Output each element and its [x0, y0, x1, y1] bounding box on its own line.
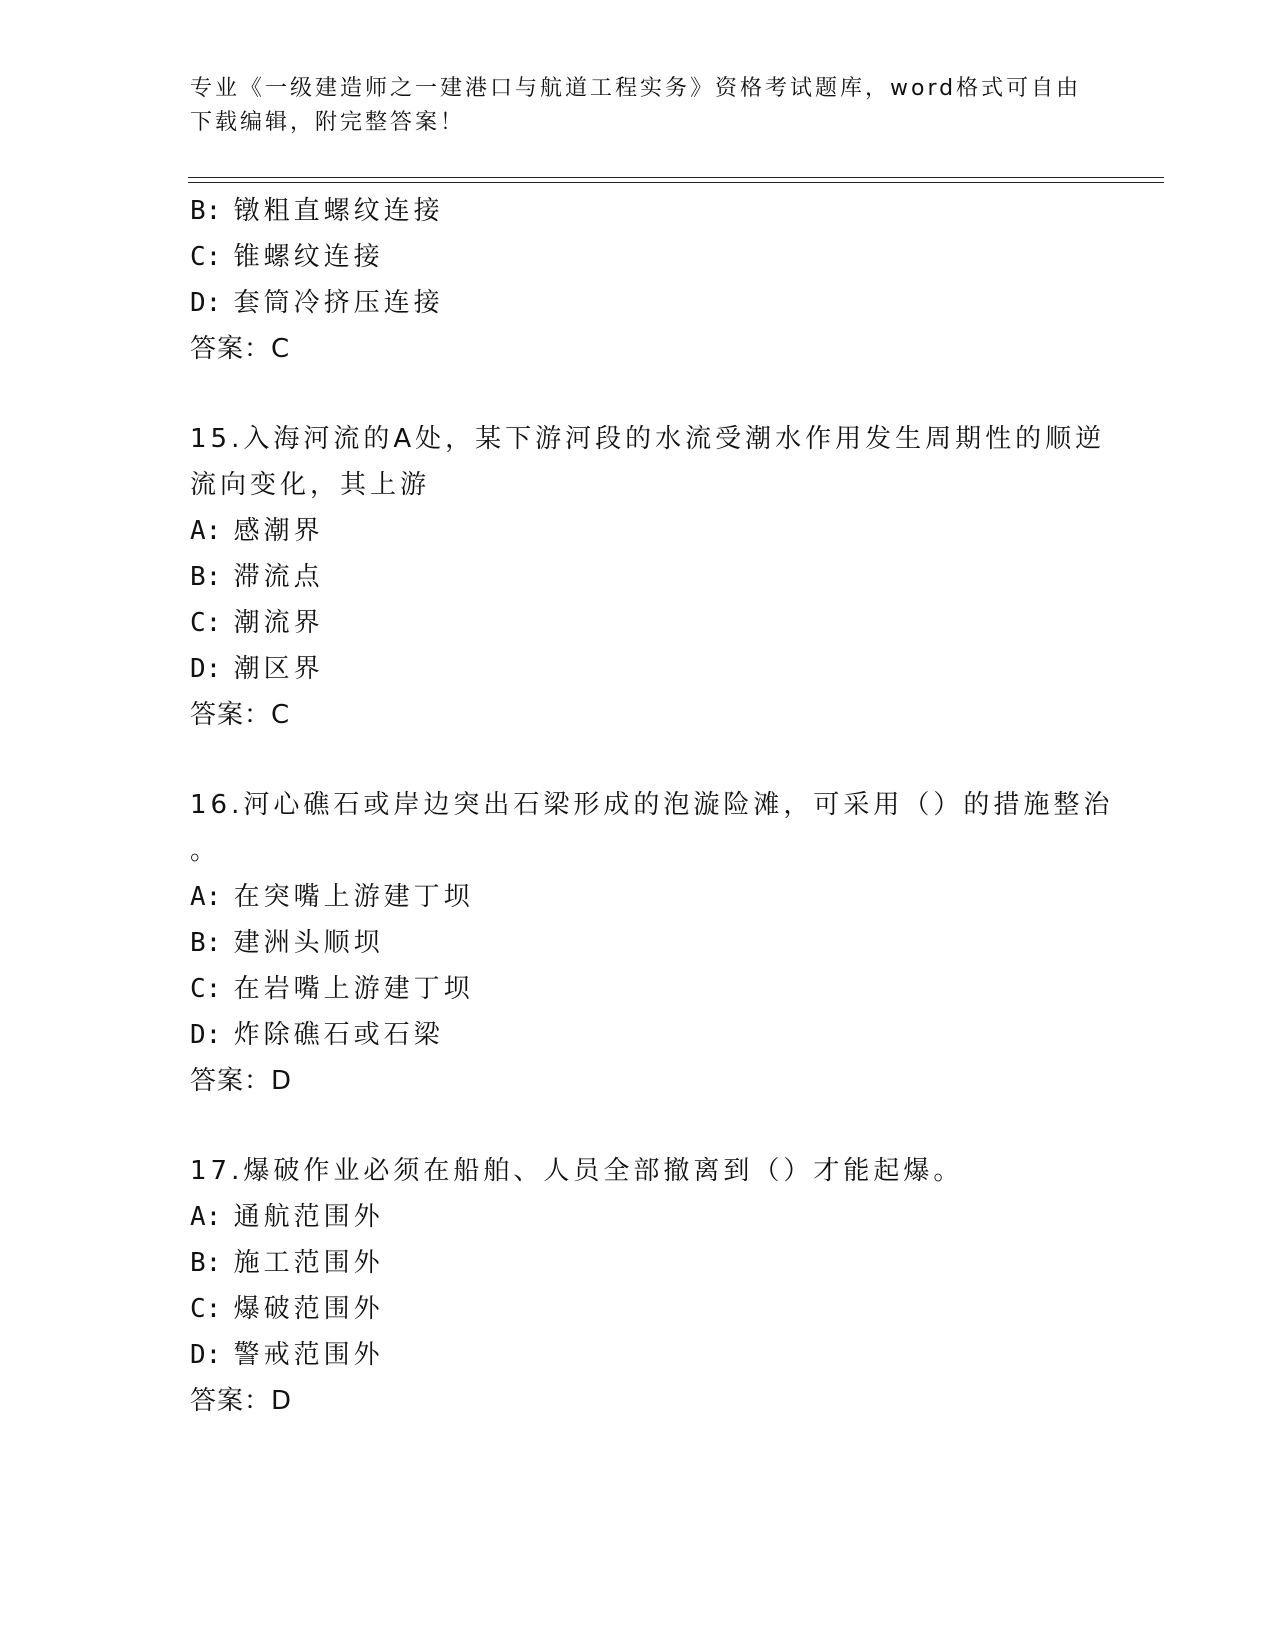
question-stem: 17.爆破作业必须在船舶、人员全部撤离到（）才能起爆。: [190, 1156, 964, 1186]
option-text: 镦粗直螺纹连接: [233, 196, 444, 226]
question-stem: 15.入海河流的A处，某下游河段的水流受潮水作用发生周期性的顺逆: [190, 424, 1106, 454]
option-letter: B:: [190, 928, 222, 958]
option-text: 感潮界: [233, 516, 324, 546]
option-c: [190, 1286, 1090, 1332]
option-c: [190, 234, 1090, 280]
header-line-2: 下载编辑，附完整答案！: [190, 110, 466, 135]
question-15: [190, 416, 1106, 738]
option-text: 通航范围外: [233, 1202, 384, 1232]
option-text: 施工范围外: [233, 1248, 384, 1278]
option-letter: D:: [190, 288, 222, 318]
option-text: 在突嘴上游建丁坝: [233, 882, 474, 912]
option-text: 锥螺纹连接: [233, 242, 384, 272]
document-header: [190, 72, 1090, 140]
option-b: [190, 188, 1090, 234]
option-text: 潮流界: [233, 608, 324, 638]
question-16: [190, 782, 1114, 1104]
option-b: [190, 920, 1090, 966]
option-letter: C:: [190, 974, 222, 1004]
option-text: 潮区界: [233, 654, 324, 684]
option-letter: D:: [190, 1340, 222, 1370]
option-text: 套筒冷挤压连接: [233, 288, 444, 318]
option-letter: B:: [190, 562, 222, 592]
question-14: [190, 188, 1090, 372]
question-stem: 16.河心礁石或岸边突出石梁形成的泡漩险滩，可采用（）的措施整治: [190, 790, 1114, 820]
option-text: 滞流点: [233, 562, 324, 592]
spacer: [190, 1104, 1090, 1148]
option-b: [190, 554, 1090, 600]
option-a: [190, 874, 1090, 920]
option-text: 爆破范围外: [233, 1294, 384, 1324]
option-letter: A:: [190, 882, 222, 912]
option-letter: A:: [190, 1202, 222, 1232]
option-c: [190, 600, 1090, 646]
option-letter: B:: [190, 1248, 222, 1278]
option-d: [190, 1012, 1090, 1058]
answer-line: 答案：D: [190, 1386, 293, 1416]
option-c: [190, 966, 1090, 1012]
header-divider-top: [188, 177, 1164, 178]
question-stem-continued: 。: [190, 836, 221, 866]
option-letter: D:: [190, 1020, 222, 1050]
question-stem-continued: 流向变化，其上游: [190, 470, 431, 500]
option-d: [190, 646, 1090, 692]
spacer: [190, 372, 1090, 416]
answer-line: 答案：C: [190, 334, 291, 364]
question-17: [190, 1148, 1090, 1424]
option-letter: C:: [190, 608, 222, 638]
option-a: [190, 1194, 1090, 1240]
option-letter: C:: [190, 1294, 222, 1324]
option-d: [190, 1332, 1090, 1378]
option-text: 建洲头顺坝: [233, 928, 384, 958]
question-content: [190, 188, 1114, 1424]
option-text: 在岩嘴上游建丁坝: [233, 974, 474, 1004]
option-a: [190, 508, 1090, 554]
option-text: 警戒范围外: [233, 1340, 384, 1370]
option-letter: D:: [190, 654, 222, 684]
header-divider-bottom: [188, 182, 1164, 183]
option-b: [190, 1240, 1090, 1286]
answer-line: 答案：C: [190, 700, 291, 730]
header-line-1: 专业《一级建造师之一建港口与航道工程实务》资格考试题库，word格式可自由: [190, 76, 1082, 101]
option-text: 炸除礁石或石梁: [233, 1020, 444, 1050]
option-letter: B:: [190, 196, 222, 226]
option-d: [190, 280, 1090, 326]
answer-line: 答案：D: [190, 1066, 293, 1096]
spacer: [190, 738, 1090, 782]
option-letter: A:: [190, 516, 222, 546]
option-letter: C:: [190, 242, 222, 272]
